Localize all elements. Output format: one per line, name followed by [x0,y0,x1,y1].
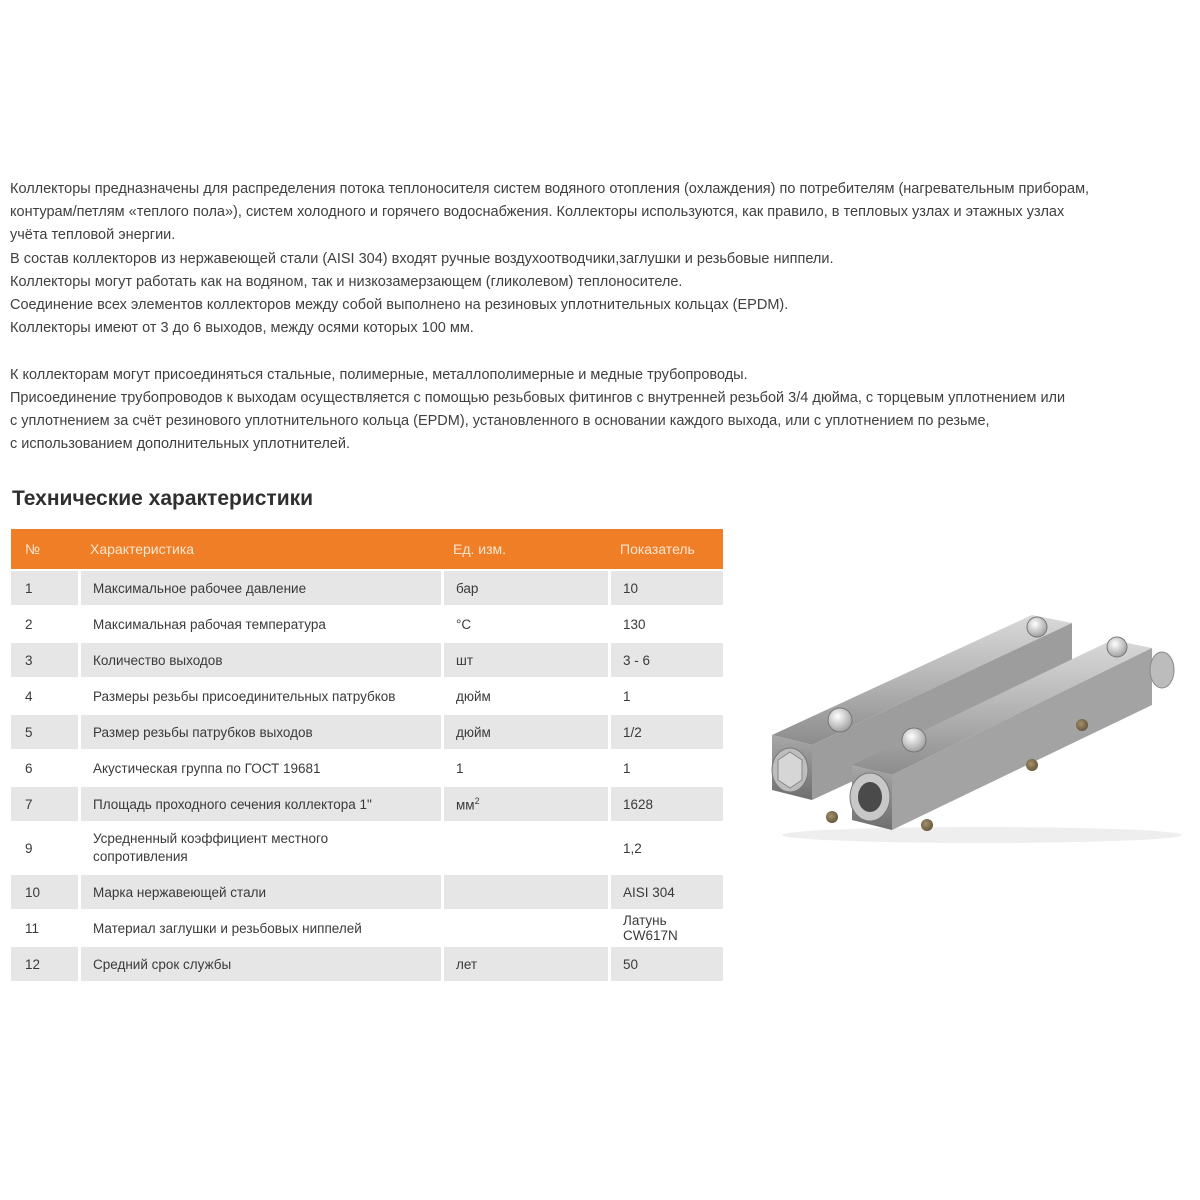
cell-name-text: Максимальное рабочее давление [93,580,307,596]
cell-name-text: Акустическая группа по ГОСТ 19681 [93,760,321,776]
cell-unit [441,787,608,821]
cell-no: 11 [11,911,78,945]
table-row [11,679,723,713]
cell-name [78,643,441,677]
cell-name-text: Марка нержавеющей стали [93,884,267,900]
description-line: контурам/петлям «теплого пола»), систем холодного и горячего водоснабжения. Коллекторы используются, как правило, в тепловых узлах и этажных узлах [10,204,1065,221]
cell-unit: шт [441,643,608,677]
cell-name-text: Площадь проходного сечения коллектора 1" [93,796,372,812]
cell-name [78,715,441,749]
specs-header-row [11,529,723,569]
cell-unit [441,823,608,873]
table-row [11,823,723,873]
cell-unit [441,875,608,909]
cell-value: 1628 [608,787,723,821]
cell-value: 10 [608,571,723,605]
col-header-name-label: Характеристика [90,541,195,557]
cell-value: 130 [608,607,723,641]
cell-name-text: Размер резьбы патрубков выходов [93,724,313,740]
col-header-unit: Ед. изм. [441,529,608,569]
cell-value: 50 [608,947,723,981]
cell-no: 4 [11,679,78,713]
cell-value: Латунь CW617N [608,911,723,945]
specs-table [11,527,723,983]
manifold-product-image [752,585,1192,845]
cell-value: 1,2 [608,823,723,873]
cell-no: 6 [11,751,78,785]
cell-name [78,751,441,785]
description-line: К коллекторам могут присоединяться стальные, полимерные, металлополимерные и медные трубопроводы. [10,366,748,383]
cell-name [78,607,441,641]
cell-value: AISI 304 [608,875,723,909]
description-line: с уплотнением за счёт резинового уплотнительного кольца (EPDM), установленного в основании каждого выхода, или с уплотнением по резьме, [10,413,990,430]
table-row [11,875,723,909]
specs-heading: Технические характеристики [12,487,314,510]
description-line: В состав коллекторов из нержавеющей стали (AISI 304) входят ручные воздухоотводчики,заглушки и резьбовые ниппели. [10,250,834,267]
cell-value: 1 [608,751,723,785]
cell-no: 3 [11,643,78,677]
cell-name-text: Максимальная рабочая температура [93,616,326,632]
paragraph-gap [10,340,1195,363]
cell-unit: лет [441,947,608,981]
cell-name-text [81,830,328,866]
table-row [11,571,723,605]
cell-unit: бар [441,571,608,605]
cell-no: 7 [11,787,78,821]
unit-text: мм [456,797,475,813]
cell-value: 3 - 6 [608,643,723,677]
cell-unit [441,911,608,945]
table-row [11,607,723,641]
cell-name [78,911,441,945]
table-row [11,787,723,821]
table-row [11,643,723,677]
description-line: Коллекторы могут работать как на водяном, так и низкозамерзающем (гликолевом) теплоносителе. [10,273,683,290]
cell-name [78,823,441,873]
cell-name-line2: сопротивления [93,849,188,864]
cell-unit: дюйм [441,679,608,713]
description-line: Присоединение трубопроводов к выходам осуществляется с помощью резьбовых фитингов с внутренней резьбой 3/4 дюйма, с торцевым уплотнением или [10,389,1066,406]
cell-name [78,947,441,981]
cell-name-text: Количество выходов [93,652,223,668]
cell-unit: 1 [441,751,608,785]
cell-name-text: Размеры резьбы присоединительных патрубков [93,688,396,704]
cell-name [78,679,441,713]
cell-no: 5 [11,715,78,749]
cell-no: 2 [11,607,78,641]
cell-name-line1: Усредненный коэффициент местного [93,831,329,846]
description-line: Коллекторы предназначены для распределения потока теплоносителя систем водяного отопления (охлаждения) по потребителям (нагревательным приборам, [10,181,1090,197]
col-header-no: № [11,529,78,569]
table-row [11,947,723,981]
cell-no: 1 [11,571,78,605]
cell-name [78,875,441,909]
table-row [11,751,723,785]
cell-name-text: Средний срок службы [93,956,232,972]
col-header-value: Показатель [608,529,723,569]
cell-unit: дюйм [441,715,608,749]
table-row [11,715,723,749]
cell-no: 9 [11,823,78,873]
cell-name-text: Материал заглушки и резьбовых ниппелей [93,920,362,936]
cell-no: 12 [11,947,78,981]
description-line: учёта тепловой энергии. [10,227,176,244]
col-header-name [78,529,441,569]
cell-unit: °C [441,607,608,641]
description-line: Коллекторы имеют от 3 до 6 выходов, между осями которых 100 мм. [10,320,474,337]
description-line: с использованием дополнительных уплотнителей. [10,436,350,453]
cell-no: 10 [11,875,78,909]
cell-value: 1/2 [608,715,723,749]
cell-value: 1 [608,679,723,713]
cell-name [78,787,441,821]
unit-superscript: 2 [474,795,480,806]
description-line: Соединение всех элементов коллекторов между собой выполнено на резиновых уплотнительных кольцах (EPDM). [10,297,789,314]
table-row [11,911,723,945]
cell-name [78,571,441,605]
product-description [10,178,1195,456]
